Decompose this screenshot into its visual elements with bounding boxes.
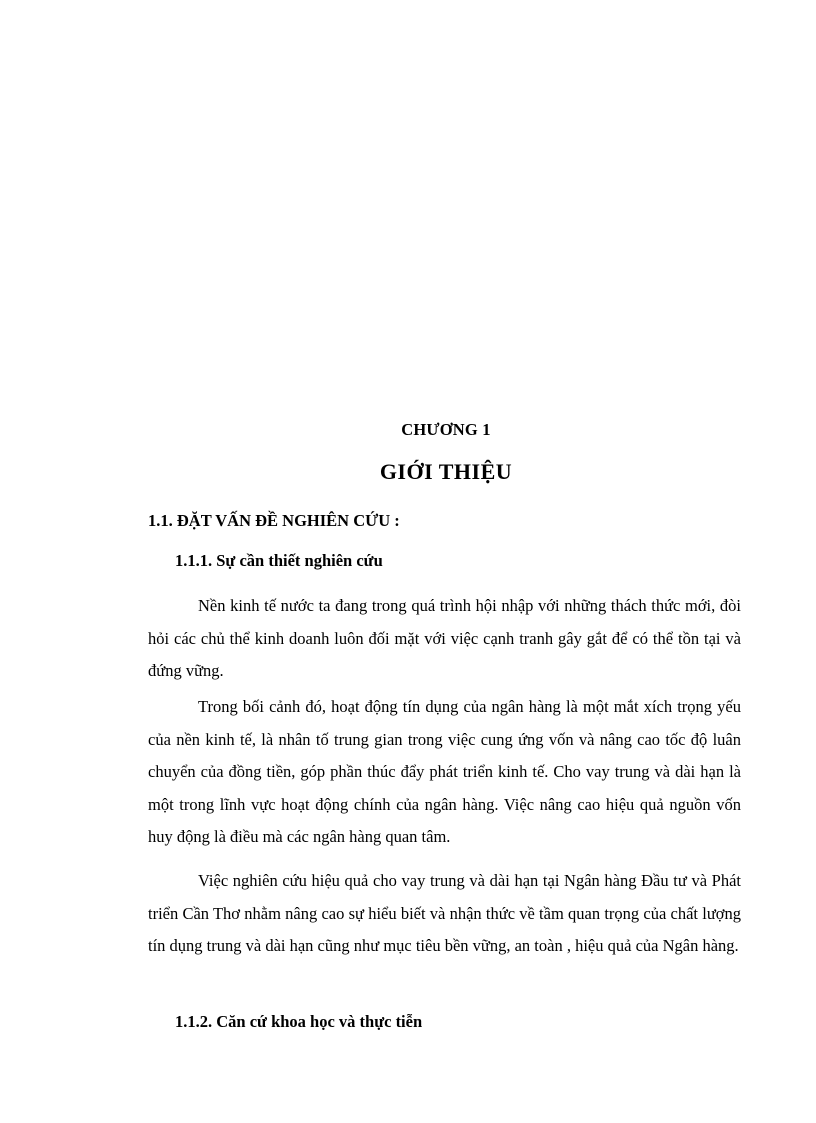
subsection-heading: 1.1.1. Sự cần thiết nghiên cứu (175, 551, 383, 570)
paragraph: Nền kinh tế nước ta đang trong quá trình hội nhập với những thách thức mới, đòi hỏi các chủ thể kinh doanh luôn đối mặt với việc cạnh tranh gây gắt để có thể tồn tại và đứng vững. (148, 596, 741, 680)
section-heading: 1.1. ĐẶT VẤN ĐỀ NGHIÊN CỨU : (148, 511, 400, 530)
subsection-heading: 1.1.2. Căn cứ khoa học và thực tiễn (175, 1012, 423, 1031)
chapter-title: GIỚI THIỆU (379, 459, 513, 484)
paragraph: Việc nghiên cứu hiệu quả cho vay trung và dài hạn tại Ngân hàng Đầu tư và Phát triển Cần Thơ nhằm nâng cao sự hiểu biết và nhận thức về tầm quan trọng của chất lượng tín dụng trung và dài hạn cũng như mục tiêu bền vững, an toàn , hiệu quả của Ngân hàng. (148, 871, 741, 955)
paragraph: Trong bối cảnh đó, hoạt động tín dụng của ngân hàng là một mắt xích trọng yếu của nền kinh tế, là nhân tố trung gian trong việc cung ứng vốn và nâng cao tốc độ luân chuyển của đồng tiền, góp phần thúc đẩy phát triển kinh tế. Cho vay trung và dài hạn là một trong lĩnh vực hoạt động chính của ngân hàng. Việc nâng cao hiệu quả nguồn vốn huy động là điều mà các ngân hàng quan tâm. (148, 697, 741, 846)
chapter-label: CHƯƠNG 1 (401, 420, 491, 439)
